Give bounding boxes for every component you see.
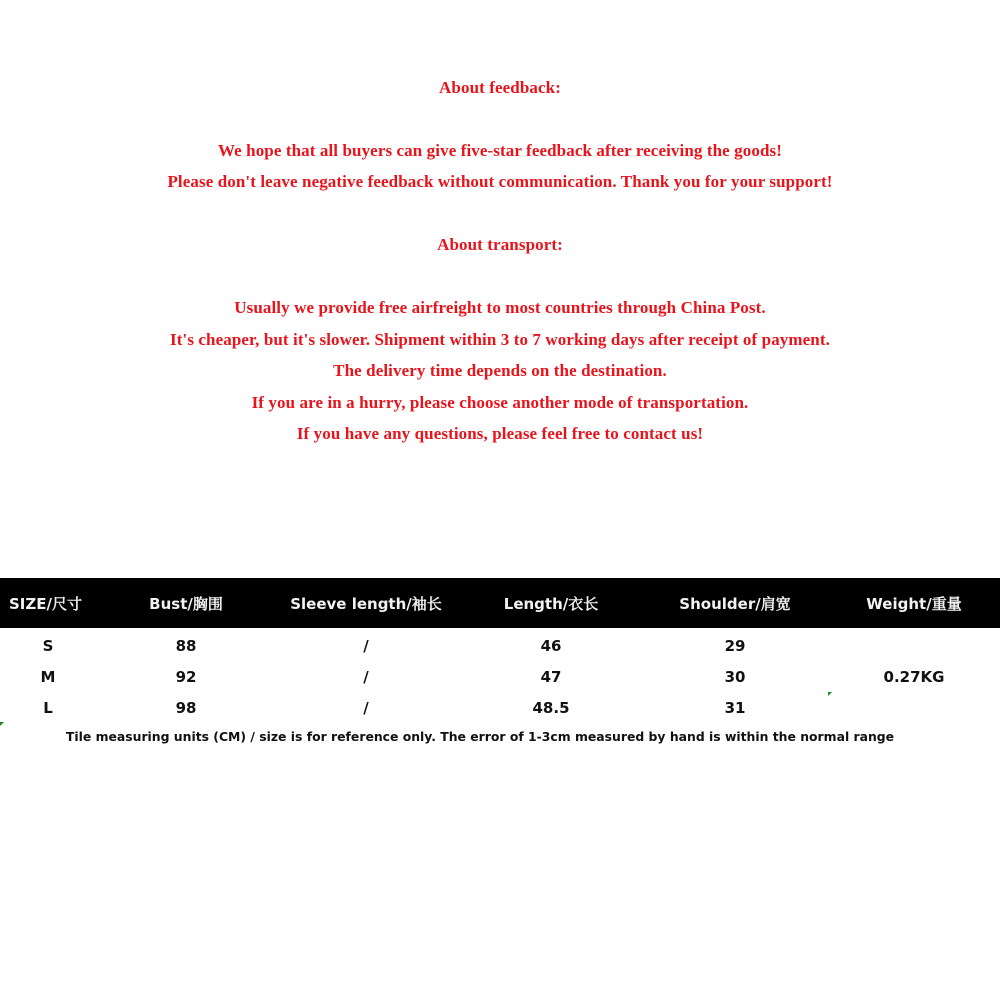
cell-length: 46 — [540, 637, 562, 655]
header-bust: Bust/胸围 — [149, 595, 223, 613]
cell-length: 47 — [540, 668, 562, 686]
header-size: SIZE/尺寸 — [9, 595, 82, 613]
transport-line-4: If you are in a hurry, please choose another mode of transportation. — [251, 393, 749, 412]
cell-shoulder: 30 — [724, 668, 746, 686]
cell-size: M — [40, 668, 56, 686]
cell-length: 48.5 — [532, 699, 570, 717]
cell-sleeve: / — [363, 637, 369, 655]
header-length: Length/衣长 — [503, 595, 599, 613]
transport-heading: About transport: — [437, 235, 563, 254]
cell-shoulder: 31 — [724, 699, 746, 717]
artifact-mark-right — [828, 692, 832, 696]
feedback-line-2: Please don't leave negative feedback without communication. Thank you for your support! — [167, 172, 833, 191]
transport-line-3: The delivery time depends on the destination. — [333, 361, 667, 380]
feedback-heading: About feedback: — [439, 78, 561, 97]
transport-line-1: Usually we provide free airfreight to most countries through China Post. — [234, 298, 766, 317]
cell-bust: 92 — [175, 668, 197, 686]
cell-sleeve: / — [363, 668, 369, 686]
table-header-row — [0, 578, 1000, 628]
cell-shoulder: 29 — [724, 637, 746, 655]
cell-size: S — [42, 637, 54, 655]
feedback-line-1: We hope that all buyers can give five-star feedback after receiving the goods! — [217, 141, 782, 160]
cell-bust: 88 — [175, 637, 197, 655]
cell-sleeve: / — [363, 699, 369, 717]
cell-bust: 98 — [175, 699, 197, 717]
header-shoulder: Shoulder/肩宽 — [679, 595, 791, 613]
size-footnote: Tile measuring units (CM) / size is for reference only. The error of 1-3cm measured by hand is within the normal range — [65, 729, 895, 744]
cell-weight: 0.27KG — [883, 668, 945, 686]
cell-size: L — [43, 699, 53, 717]
artifact-mark-left — [0, 722, 4, 726]
transport-line-5: If you have any questions, please feel free to contact us! — [296, 424, 704, 443]
transport-line-2: It's cheaper, but it's slower. Shipment within 3 to 7 working days after receipt of payment. — [170, 330, 830, 349]
header-sleeve-length: Sleeve length/袖长 — [290, 595, 442, 613]
header-weight: Weight/重量 — [866, 595, 962, 613]
